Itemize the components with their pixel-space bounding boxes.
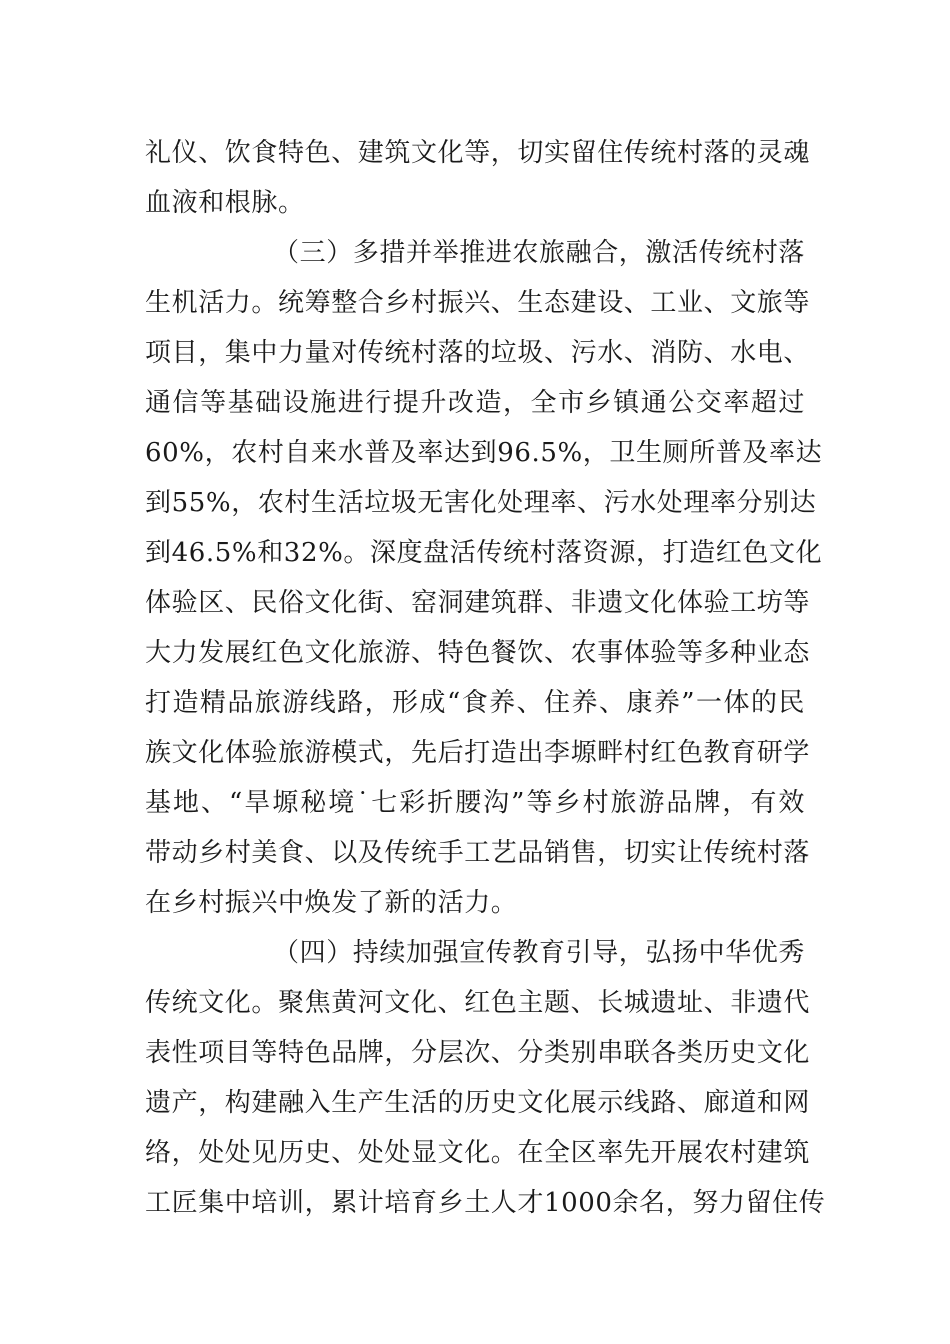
text-line: 到46.5%和32%。深度盘活传统村落资源，打造红色文化: [145, 538, 823, 568]
text-line: 60%，农村自来水普及率达到96.5%，卫生厕所普及率达: [145, 438, 823, 468]
section-heading: （四）持续加强宣传教育引导，弘扬中华优秀: [273, 938, 806, 968]
text-line: 到55%，农村生活垃圾无害化处理率、污水处理率分别达: [145, 488, 817, 518]
text-line: 表性项目等特色品牌，分层次、分类别串联各类历史文化: [145, 1038, 811, 1068]
section-heading: （三）多措并举推进农旅融合，激活传统村落: [273, 238, 806, 268]
text-line: 工匠集中培训，累计培育乡土人才1000余名，努力留住传: [145, 1188, 826, 1218]
text-line: 族文化体验旅游模式，先后打造出李塬畔村红色教育研学: [145, 738, 811, 768]
text-line: 在乡村振兴中焕发了新的活力。: [145, 888, 518, 918]
text-line: 大力发展红色文化旅游、特色餐饮、农事体验等多种业态: [145, 638, 811, 668]
text-line: 基地、“旱塬秘境˙七彩折腰沟”等乡村旅游品牌，有效: [145, 788, 805, 818]
text-line: 项目，集中力量对传统村落的垃圾、污水、消防、水电、: [145, 338, 811, 368]
text-line: 通信等基础设施进行提升改造，全市乡镇通公交率超过: [145, 388, 805, 418]
text-line: 体验区、民俗文化街、窑洞建筑群、非遗文化体验工坊等: [145, 588, 811, 618]
text-line: 络，处处见历史、处处显文化。在全区率先开展农村建筑: [145, 1138, 811, 1168]
text-line: 生机活力。统筹整合乡村振兴、生态建设、工业、文旅等: [145, 288, 811, 318]
text-line: 传统文化。聚焦黄河文化、红色主题、长城遗址、非遗代: [145, 988, 811, 1018]
text-line: 带动乡村美食、以及传统手工艺品销售，切实让传统村落: [145, 838, 811, 868]
text-line: 遗产，构建融入生产生活的历史文化展示线路、廊道和网: [145, 1088, 811, 1118]
text-line: 礼仪、饮食特色、建筑文化等，切实留住传统村落的灵魂: [145, 138, 811, 168]
text-line: 血液和根脉。: [145, 188, 305, 218]
text-line: 打造精品旅游线路，形成“食养、住养、康养”一体的民: [145, 688, 805, 718]
